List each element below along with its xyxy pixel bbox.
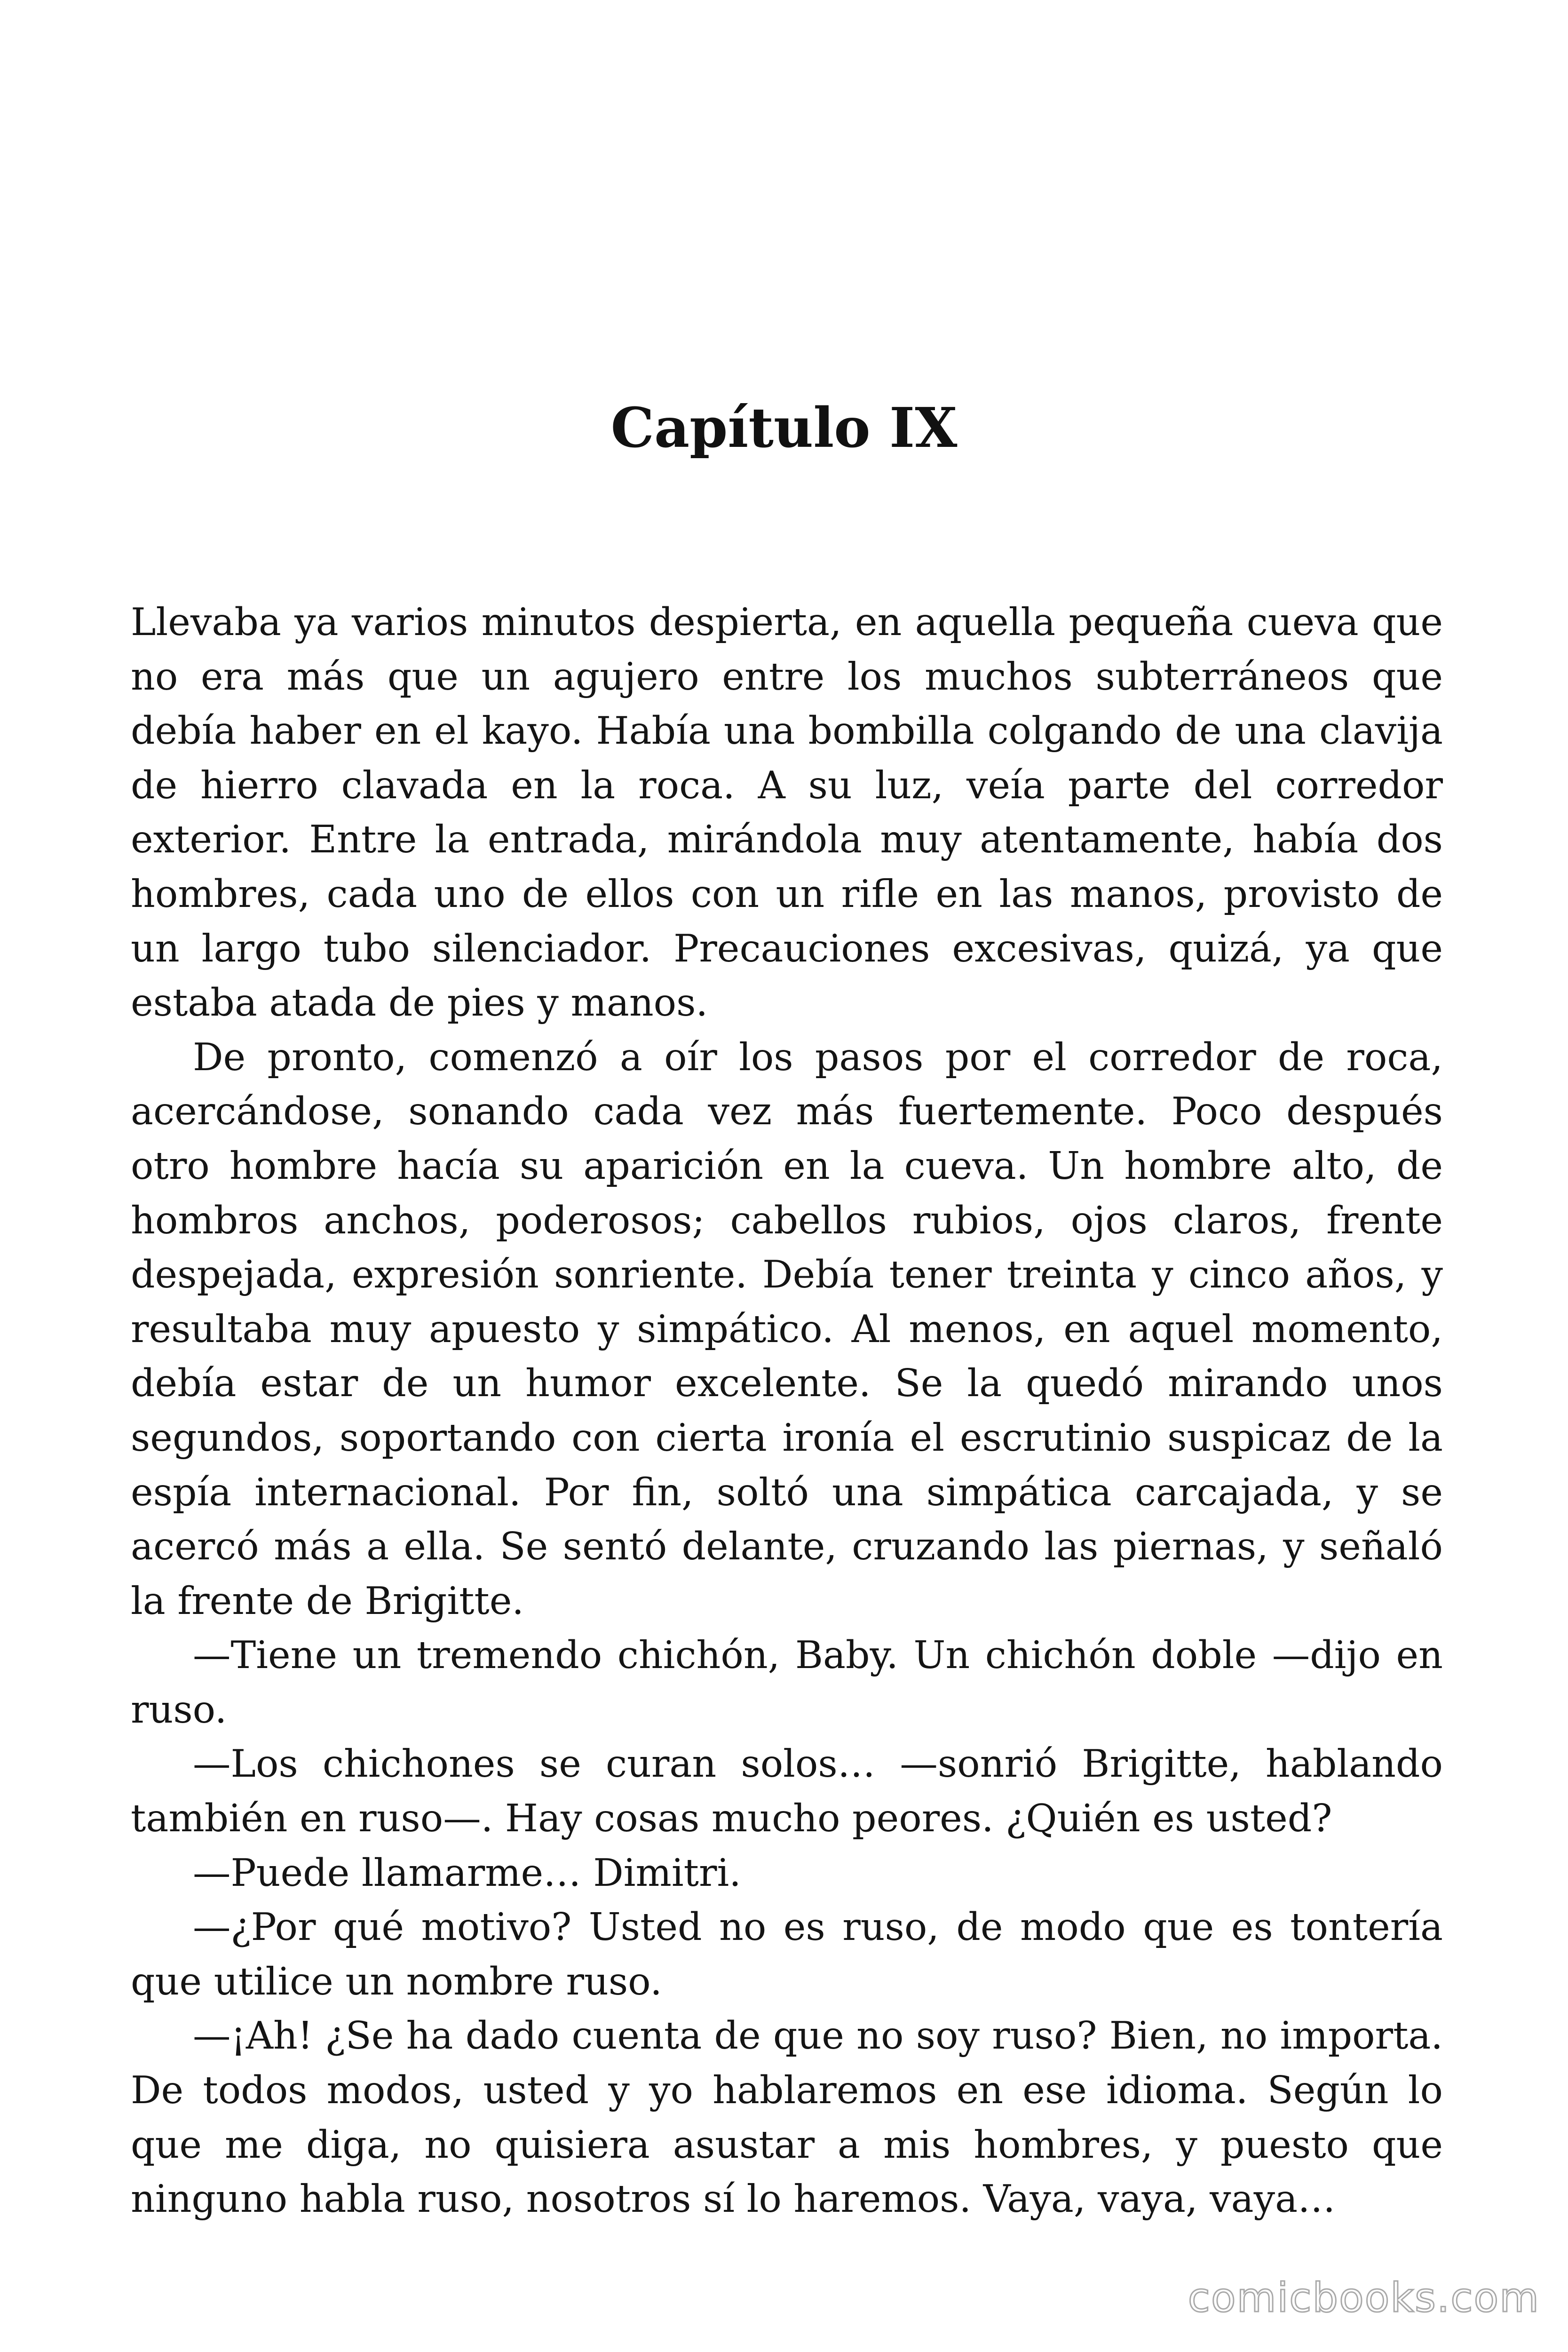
dialogue-paragraph: —¿Por qué motivo? Usted no es ruso, de modo que es tontería que utilice un nombre ruso. [131, 1905, 1443, 2003]
paragraph: De pronto, comenzó a oír los pasos por el corredor de roca, acercándose, sonando cada vez más fuertemente. Poco después otro hombre hacía su aparición en la cueva. Un hombre alto, de hombros anchos, poderosos; cabellos rubios, ojos claros, frente despejada, expresión sonriente. Debía tener treinta y cinco años, y resultaba muy apuesto y simpático. Al menos, en aquel momento, debía estar de un humor excelente. Se la quedó mirando unos segundos, soportando con cierta ironía el escrutinio suspicaz de la espía internacional. Por fin, soltó una simpática carcajada, y se acercó más a ella. Se sentó delante, cruzando las piernas, y señaló la frente de Brigitte. [131, 1034, 1443, 1623]
dialogue-paragraph: —¡Ah! ¿Se ha dado cuenta de que no soy ruso? Bien, no importa. De todos modos, usted y yo hablaremos en ese idioma. Según lo que me diga, no quisiera asustar a mis hombres, y puesto que ninguno habla ruso, nosotros sí lo haremos. Vaya, vaya, vaya… [131, 2013, 1443, 2221]
dialogue-paragraph: —Tiene un tremendo chichón, Baby. Un chichón doble —dijo en ruso. [131, 1633, 1443, 1732]
paragraph: Llevaba ya varios minutos despierta, en aquella pequeña cueva que no era más que un agujero entre los muchos subterráneos que debía haber en el kayo. Había una bombilla colgando de una clavija de hierro clavada en la roca. A su luz, veía parte del corredor exterior. Entre la entrada, mirándola muy atentamente, había dos hombres, cada uno de ellos con un rifle en las manos, provisto de un largo tubo silenciador. Precauciones excesivas, quizá, ya que estaba atada de pies y manos. [131, 600, 1443, 1025]
dialogue-paragraph: —Puede llamarme… Dimitri. [193, 1850, 741, 1895]
chapter-title: Capítulo IX [610, 396, 958, 460]
dialogue-paragraph: —Los chichones se curan solos… —sonrió Brigitte, hablando también en ruso—. Hay cosas mucho peores. ¿Quién es usted? [131, 1741, 1443, 1841]
chapter-body [131, 595, 1443, 2226]
watermark-logo: comicbooks.com [1188, 2274, 1540, 2321]
